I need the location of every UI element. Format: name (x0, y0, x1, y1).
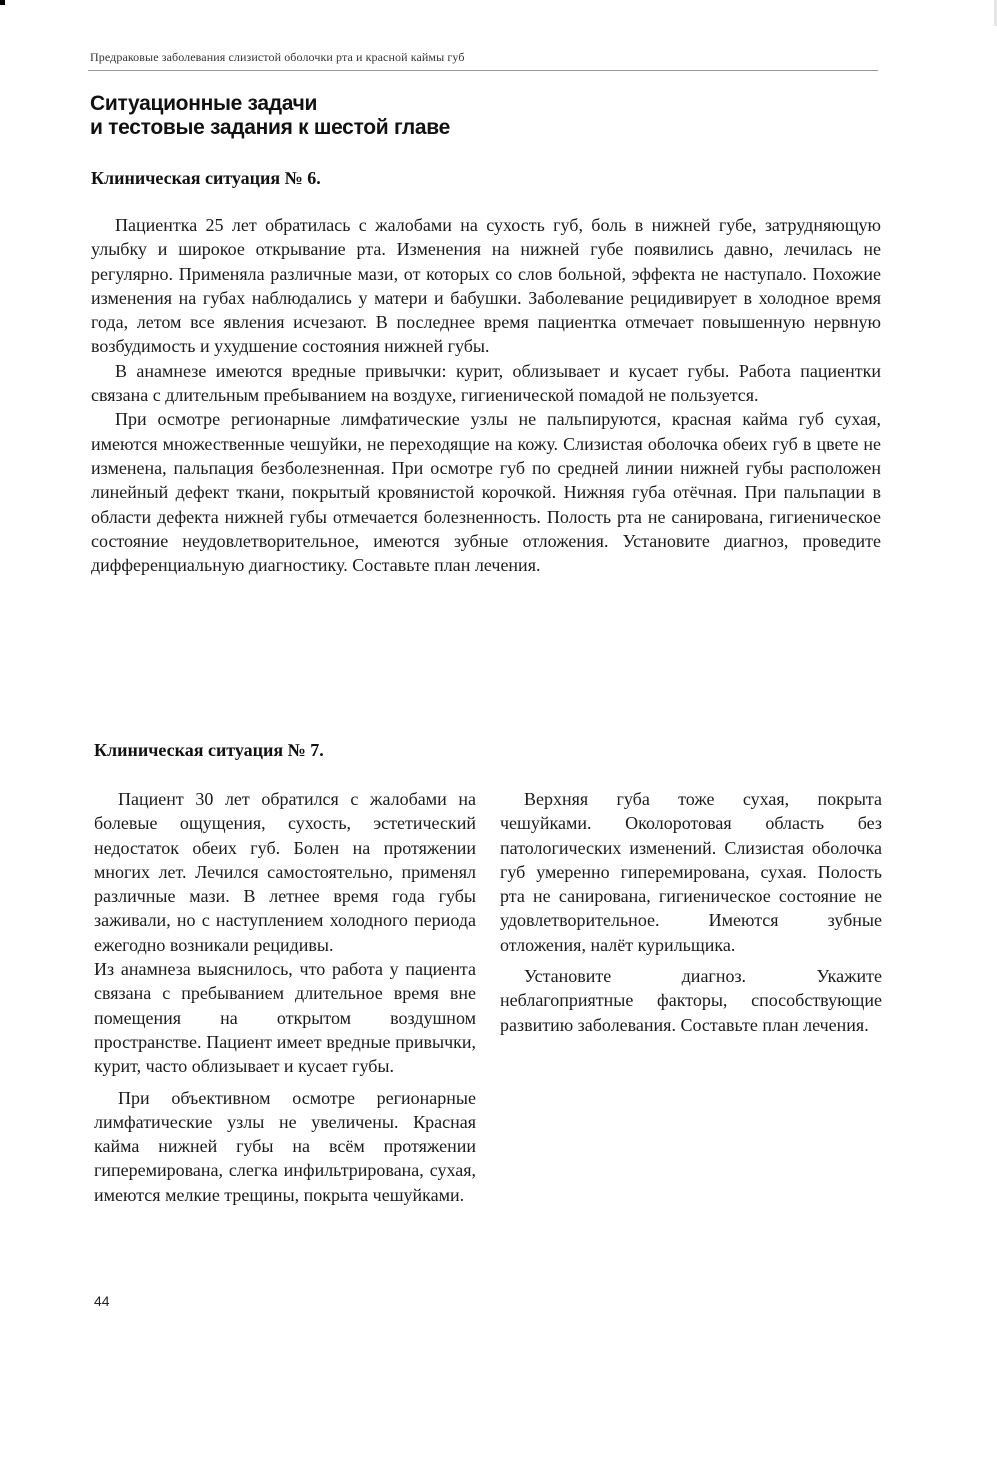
case-7-paragraph: Установите диагноз. Укажите неблагоприятные факторы, способствующие развитию заболевания. Составьте план лечения. (500, 966, 882, 1035)
case-7-right-column (500, 787, 882, 1037)
case-6-paragraph: В анамнезе имеются вредные привычки: курит, облизывает и кусает губы. Работа пациентки связана с длительным пребыванием на воздухе, гигиенической помадой не пользуется. (91, 360, 881, 406)
case-6-heading: Клиническая ситуация № 6. (91, 168, 321, 188)
case-6-paragraph: Пациентка 25 лет обратилась с жалобами на сухость губ, боль в нижней губе, затрудняющую улыбку и широкое открывание рта. Изменения на нижней губе появились давно, лечилась не регулярно. Применяла различные мази, от которых со слов больной, эффекта не наступало. Похожие изменения на губах наблюдались у матери и бабушки. Заболевание рецидивирует в холодное время года, летом все явления исчезают. В последнее время пациентка отмечает повышенную нервную возбудимость и ухудшение состояния нижней губы. (91, 215, 881, 357)
chapter-title-line-2: и тестовые задания к шестой главе (90, 116, 450, 139)
case-7-paragraph: Из анамнеза выяснилось, что работа у пациента связана с пребыванием длительное время вне помещения на открытом воздушном пространстве. Пациент имеет вредные привычки, курит, часто облизывает и кусает губы. (94, 959, 476, 1077)
page-number: 44 (94, 1293, 110, 1309)
case-7-left-column (94, 787, 476, 1207)
case-7-paragraph: Пациент 30 лет обратился с жалобами на болевые ощущения, сухость, эстетический недостаток обеих губ. Болен на протяжении многих лет. Лечился самостоятельно, применял различные мази. В летнее время года губы заживали, но с наступлением холодного периода ежегодно возникали рецидивы. (94, 789, 476, 955)
case-7-paragraph: При объективном осмотре регионарные лимфатические узлы не увеличены. Красная кайма нижней губы на всём протяжении гиперемирована, слегка инфильтрирована, сухая, имеются мелкие трещины, покрыта чешуйками. (94, 1087, 476, 1205)
case-7-heading: Клиническая ситуация № 7. (94, 740, 324, 760)
case-7-paragraph: Верхняя губа тоже сухая, покрыта чешуйками. Околоротовая область без патологических изменений. Слизистая оболочка губ умеренно гиперемирована, сухая. Полость рта не санирована, гигиеническое состояние не удовлетворительное. Имеются зубные отложения, налёт курильщика. (500, 789, 882, 955)
case-6-paragraph: При осмотре регионарные лимфатические узлы не пальпируются, красная кайма губ сухая, имеются множественные чешуйки, не переходящие на кожу. Слизистая оболочка обеих губ в цвете не изменена, пальпация безболезненная. При осмотре губ по средней линии нижней губы расположен линейный дефект ткани, покрытый кровянистой корочкой. Нижняя губа отёчная. При пальпации в области дефекта нижней губы отмечается болезненность. Полость рта не санирована, гигиеническое состояние неудовлетворительное, имеются зубные отложения. Установите диагноз, проведите дифференциальную диагностику. Составьте план лечения. (91, 409, 881, 576)
header-rule (88, 70, 878, 71)
running-head: Предраковые заболевания слизистой оболочки рта и красной каймы губ (90, 50, 465, 64)
chapter-title (90, 92, 450, 140)
scan-corner-mark (0, 0, 5, 5)
chapter-title-line-1: Ситуационные задачи (90, 92, 318, 115)
case-6-body (91, 213, 881, 577)
